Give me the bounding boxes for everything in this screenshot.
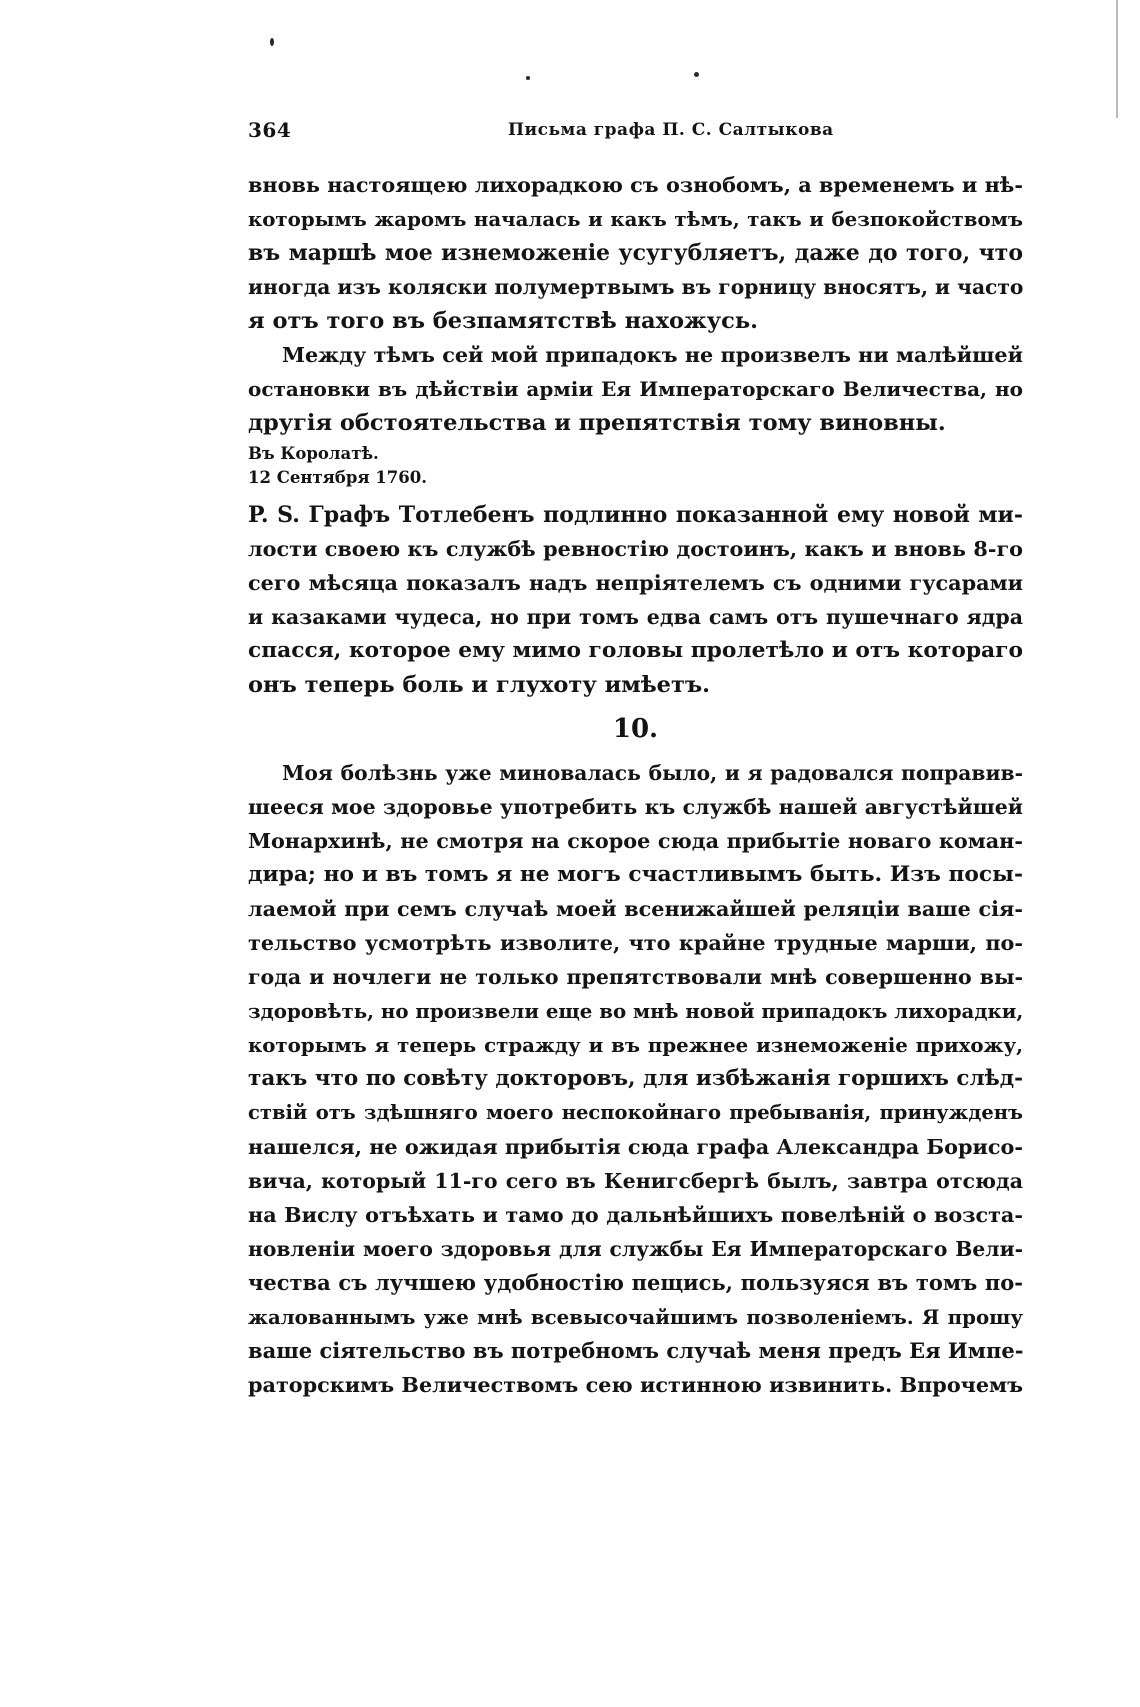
text-line: раторскимъ Величествомъ сею истинною извинить. Впрочемъ <box>248 1373 1023 1397</box>
text-line: тельство усмотрѣть изволите, что крайне трудные марши, по- <box>248 931 1023 955</box>
text-line: я отъ того въ безпамятствѣ нахожусь. <box>248 308 758 334</box>
text-line: лости своею къ службѣ ревностію достоинъ, какъ и вновь 8-го <box>248 537 1023 561</box>
text-line: ствій отъ здѣшняго моего неспокойнаго пребыванія, принужденъ <box>248 1101 1023 1124</box>
text-line: P. S. Графъ Тотлебенъ подлинно показанной ему новой ми- <box>248 502 1023 528</box>
text-line: нашелся, не ожидая прибытія сюда графа Александра Борисо- <box>248 1135 1023 1159</box>
text-line: онъ теперь боль и глухоту имѣетъ. <box>248 672 711 698</box>
postscript <box>248 498 1023 702</box>
running-title: Письма графа П. С. Салтыкова <box>508 120 834 140</box>
page-header <box>248 118 1023 148</box>
text-line: дира; но и въ томъ я не могъ счастливымъ быть. Изъ посы- <box>248 862 1023 887</box>
text-line: жалованнымъ уже мнѣ всевысочайшимъ позволеніемъ. Я прошу <box>248 1305 1023 1329</box>
section-number: 10. <box>612 714 659 744</box>
text-line: остановки въ дѣйствіи арміи Ея Императорскаго Величества, но <box>248 377 1023 401</box>
spacer <box>248 490 1023 498</box>
text-line: вновь настоящею лихорадкою съ ознобомъ, а временемъ и нѣ- <box>248 173 1023 197</box>
text-line: лаемой при семъ случаѣ моей всенижайшей реляціи ваше сія- <box>248 897 1023 921</box>
text-line: которымъ я теперь стражду и въ прежнее изнеможеніе прихожу, <box>248 1033 1023 1057</box>
text-line: новленіи моего здоровья для службы Ея Императорскаго Вели- <box>248 1237 1023 1261</box>
text-line: другія обстоятельства и препятствія тому виновны. <box>248 410 946 436</box>
paragraph-1 <box>248 168 1023 338</box>
paragraph-3 <box>248 756 1023 1402</box>
scan-speck <box>694 72 699 77</box>
text-line: на Вислу отъѣхать и тамо до дальнѣйшихъ повелѣній о возста- <box>248 1203 1023 1227</box>
text-line: и казаками чудеса, но при томъ едва самъ отъ пушечнаго ядра <box>248 605 1023 629</box>
signature-place: Въ Королатѣ. <box>248 444 379 463</box>
scan-speck <box>270 38 274 46</box>
text-line: сего мѣсяца показалъ надъ непріятелемъ съ одними гусарами <box>248 571 1023 595</box>
text-line: Монархинѣ, не смотря на скорое сюда прибытіе новаго коман- <box>248 829 1023 853</box>
text-line: здоровѣть, но произвели еще во мнѣ новой припадокъ лихорадки, <box>248 999 1023 1023</box>
text-line: въ маршѣ мое изнеможеніе усугубляетъ, даже до того, что <box>248 240 1023 266</box>
scan-edge-line <box>1116 0 1118 118</box>
text-line: спасся, которое ему мимо головы пролетѣло и отъ котораго <box>248 638 1023 663</box>
signature-date: 12 Сентября 1760. <box>248 468 427 487</box>
body-text <box>248 168 1023 1402</box>
text-line: иногда изъ коляски полумертвымъ въ горницу вносятъ, и часто <box>248 275 1023 299</box>
text-line: вича, который 11-го сего въ Кенигсбергѣ былъ, завтра отсюда <box>248 1169 1023 1193</box>
signature-block <box>248 440 1023 490</box>
text-line: шееся мое здоровье употребить къ службѣ нашей августѣйшей <box>248 795 1023 819</box>
text-line: чества съ лучшею удобностію пещись, пользуяся въ томъ по- <box>248 1270 1023 1295</box>
text-line: года и ночлеги не только препятствовали мнѣ совершенно вы- <box>248 965 1023 989</box>
text-line: ваше сіятельство въ потребномъ случаѣ меня предъ Ея Импе- <box>248 1338 1023 1363</box>
page-number: 364 <box>248 118 292 142</box>
text-line: Моя болѣзнь уже миновалась было, и я радовался поправив- <box>282 761 1023 785</box>
text-line: Между тѣмъ сей мой припадокъ не произвелъ ни малѣйшей <box>282 343 1023 367</box>
text-line: такъ что по совѣту докторовъ, для избѣжанія горшихъ слѣд- <box>248 1066 1023 1091</box>
text-line: которымъ жаромъ началась и какъ тѣмъ, такъ и безпокойствомъ <box>248 207 1023 231</box>
paragraph-2 <box>248 338 1023 440</box>
scan-speck <box>526 76 530 80</box>
